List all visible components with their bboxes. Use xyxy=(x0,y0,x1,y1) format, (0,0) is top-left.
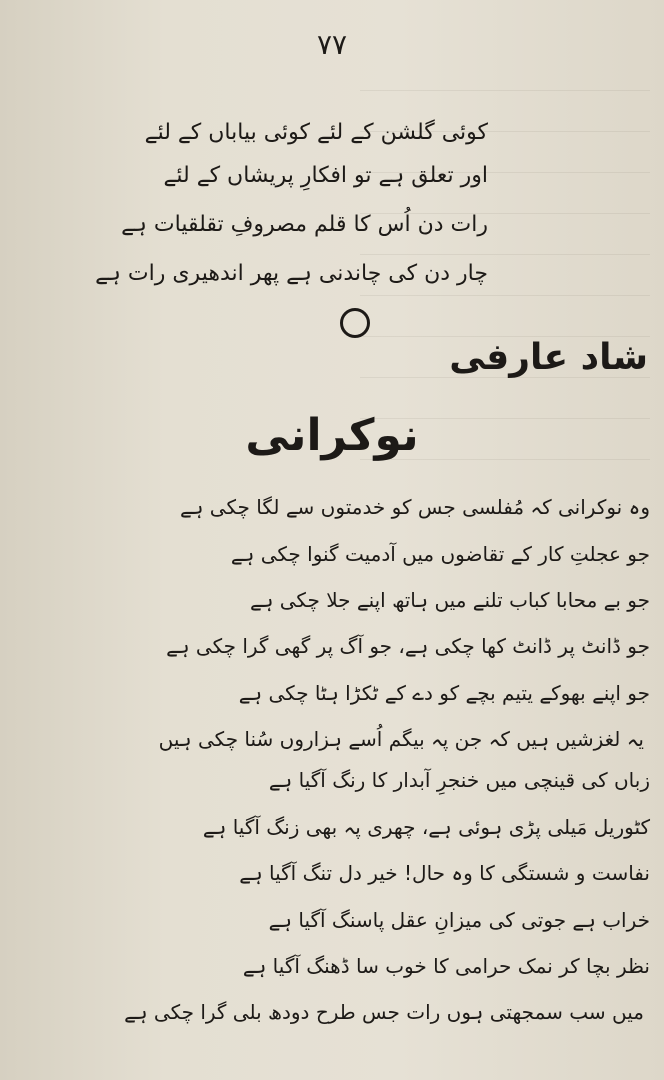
poem-line: جو اپنے بھوکے یتیم بچے کو دے کے ٹکڑا ہٹا چکی ہے xyxy=(238,681,650,705)
poem-line: وہ نوکرانی کہ مُفلسی جس کو خدمتوں سے لگا چکی ہے xyxy=(180,495,650,519)
poem-line: زباں کی قینچی میں خنجرِ آبدار کا رنگ آگیا ہے xyxy=(268,768,650,792)
poem-line: خراب ہے جوتی کی میزانِ عقل پاسنگ آگیا ہے xyxy=(268,908,650,932)
circle-ornament-icon xyxy=(340,308,370,338)
poem-line: کٹوریل مَیلی پڑی ہوئی ہے، چھری پہ بھی زنگ آگیا ہے xyxy=(202,815,650,839)
verse-line: کوئی گلشن کے لئے کوئی بیاباں کے لئے xyxy=(144,120,488,145)
verse-line: چار دن کی چاندنی ہے پھر اندھیری رات ہے xyxy=(95,261,488,286)
poem-line: جو عجلتِ کار کے تقاضوں میں آدمیت گنوا چکی ہے xyxy=(230,542,650,566)
poem-line: میں سب سمجھتی ہوں رات جس طرح دودھ بلی گرا چکی ہے xyxy=(124,1000,644,1024)
page-number: ۷۷ xyxy=(316,28,348,61)
poet-name: شاد عارفی xyxy=(449,337,648,378)
poem-line: نظر بچا کر نمک حرامی کا خوب سا ڈھنگ آگیا ہے xyxy=(242,954,650,978)
poem-line: جو بے محابا کباب تلنے میں ہاتھ اپنے جلا چکی ہے xyxy=(249,588,650,612)
verse-line: رات دن اُس کا قلم مصروفِ تقلقیات ہے xyxy=(121,212,488,237)
poem-title: نوکرانی xyxy=(245,410,419,461)
verse-line: اور تعلق ہے تو افکارِ پریشاں کے لئے xyxy=(163,163,488,188)
poem-line: نفاست و شستگی کا وہ حال! خیر دل تنگ آگیا ہے xyxy=(239,861,650,885)
poem-line: جو ڈانٹ پر ڈانٹ کھا چکی ہے، جو آگ پر گھی گرا چکی ہے xyxy=(166,634,650,658)
poem-line: یہ لغزشیں ہیں کہ جن پہ بیگم اُسے ہزاروں سُنا چکی ہیں xyxy=(158,727,644,751)
